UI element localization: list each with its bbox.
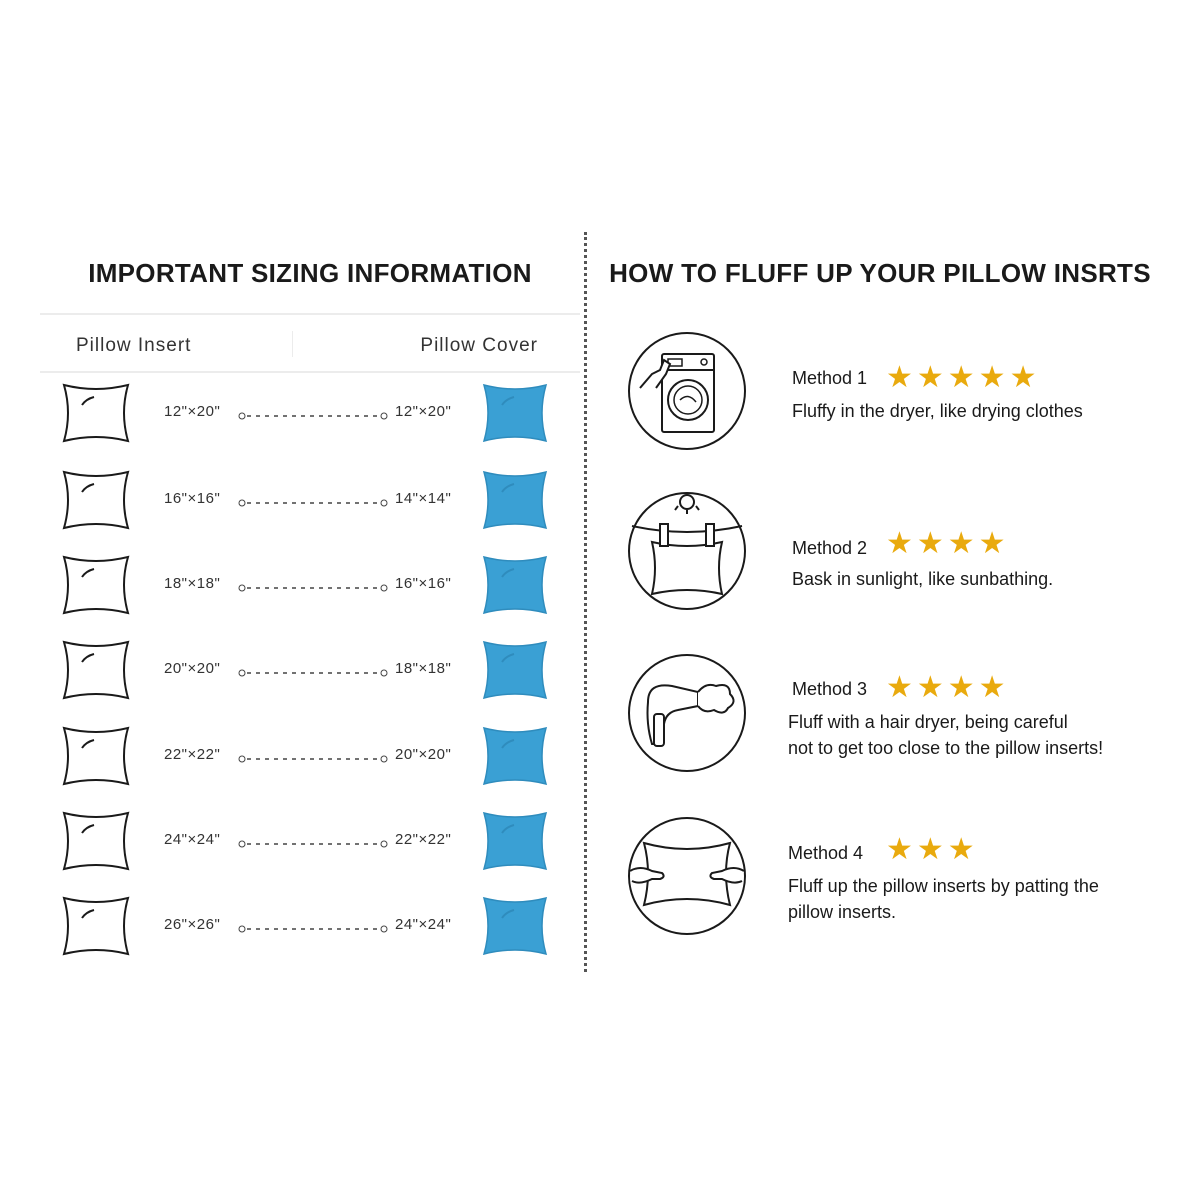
description-line: pillow inserts. xyxy=(788,902,897,922)
rating-stars: ★★★★ xyxy=(886,527,1010,560)
pillow-insert-icon xyxy=(60,722,132,790)
header-pillow-insert: Pillow Insert xyxy=(76,335,192,356)
fluff-title: HOW TO FLUFF UP YOUR PILLOW INSRTS xyxy=(609,258,1151,288)
method-description xyxy=(792,398,1172,424)
pillow-cover-icon xyxy=(480,466,550,534)
method-2 xyxy=(620,490,1180,620)
method-4 xyxy=(620,815,1180,945)
size-connector xyxy=(238,925,388,933)
method-title: Method 1 xyxy=(792,368,868,388)
method-3 xyxy=(620,652,1180,782)
sizing-header xyxy=(40,313,580,373)
hair-dryer-icon xyxy=(626,652,748,774)
size-connector xyxy=(238,584,388,592)
pillow-insert-icon xyxy=(60,466,132,534)
patting-hands-icon xyxy=(626,815,748,937)
pillow-cover-icon xyxy=(480,551,550,619)
insert-size-label: 18"×18" xyxy=(164,575,221,592)
size-row xyxy=(40,462,580,538)
size-connector xyxy=(238,755,388,763)
method-description xyxy=(788,873,1188,925)
sun-drying-icon xyxy=(626,490,748,612)
washing-machine-icon xyxy=(626,330,748,452)
method-title: Method 4 xyxy=(788,843,864,863)
cover-size-label: 14"×14" xyxy=(395,490,452,507)
insert-size-label: 16"×16" xyxy=(164,490,221,507)
pillow-insert-icon xyxy=(60,636,132,704)
insert-size-label: 24"×24" xyxy=(164,831,221,848)
pillow-cover-icon xyxy=(480,892,550,960)
pillow-cover-icon xyxy=(480,807,550,875)
rating-stars: ★★★★ xyxy=(886,671,1010,704)
pillow-cover-icon xyxy=(480,636,550,704)
method-1 xyxy=(620,330,1180,460)
size-connector xyxy=(238,412,388,420)
description-line: Fluffy in the dryer, like drying clothes xyxy=(792,401,1083,421)
section-divider xyxy=(584,232,587,972)
cover-size-label: 20"×20" xyxy=(395,746,452,763)
size-connector xyxy=(238,669,388,677)
size-connector xyxy=(238,840,388,848)
size-row xyxy=(40,375,580,451)
cover-size-label: 22"×22" xyxy=(395,831,452,848)
pillow-cover-icon xyxy=(480,722,550,790)
rating-stars: ★★★★★ xyxy=(886,361,1041,394)
insert-size-label: 12"×20" xyxy=(164,403,221,420)
size-row xyxy=(40,803,580,879)
header-separator xyxy=(292,331,293,357)
pillow-insert-icon xyxy=(60,892,132,960)
cover-size-label: 24"×24" xyxy=(395,916,452,933)
rating-stars: ★★★ xyxy=(886,833,979,866)
cover-size-label: 12"×20" xyxy=(395,403,452,420)
size-connector xyxy=(238,499,388,507)
insert-size-label: 20"×20" xyxy=(164,660,221,677)
size-row xyxy=(40,632,580,708)
sizing-title: IMPORTANT SIZING INFORMATION xyxy=(88,258,532,288)
pillow-insert-icon xyxy=(60,379,132,447)
insert-size-label: 22"×22" xyxy=(164,746,221,763)
size-row xyxy=(40,718,580,794)
cover-size-label: 18"×18" xyxy=(395,660,452,677)
pillow-insert-icon xyxy=(60,551,132,619)
description-line: Fluff with a hair dryer, being careful xyxy=(788,712,1068,732)
description-line: Bask in sunlight, like sunbathing. xyxy=(792,569,1054,589)
cover-size-label: 16"×16" xyxy=(395,575,452,592)
pillow-insert-icon xyxy=(60,807,132,875)
method-description xyxy=(788,709,1188,761)
pillow-cover-icon xyxy=(480,379,550,447)
insert-size-label: 26"×26" xyxy=(164,916,221,933)
method-description xyxy=(792,566,1172,592)
header-pillow-cover: Pillow Cover xyxy=(420,335,538,356)
description-line: not to get too close to the pillow inserts! xyxy=(788,738,1104,758)
size-row xyxy=(40,888,580,964)
description-line: Fluff up the pillow inserts by patting the xyxy=(788,876,1099,896)
method-title: Method 3 xyxy=(792,679,868,699)
method-title: Method 2 xyxy=(792,538,868,558)
size-row xyxy=(40,547,580,623)
